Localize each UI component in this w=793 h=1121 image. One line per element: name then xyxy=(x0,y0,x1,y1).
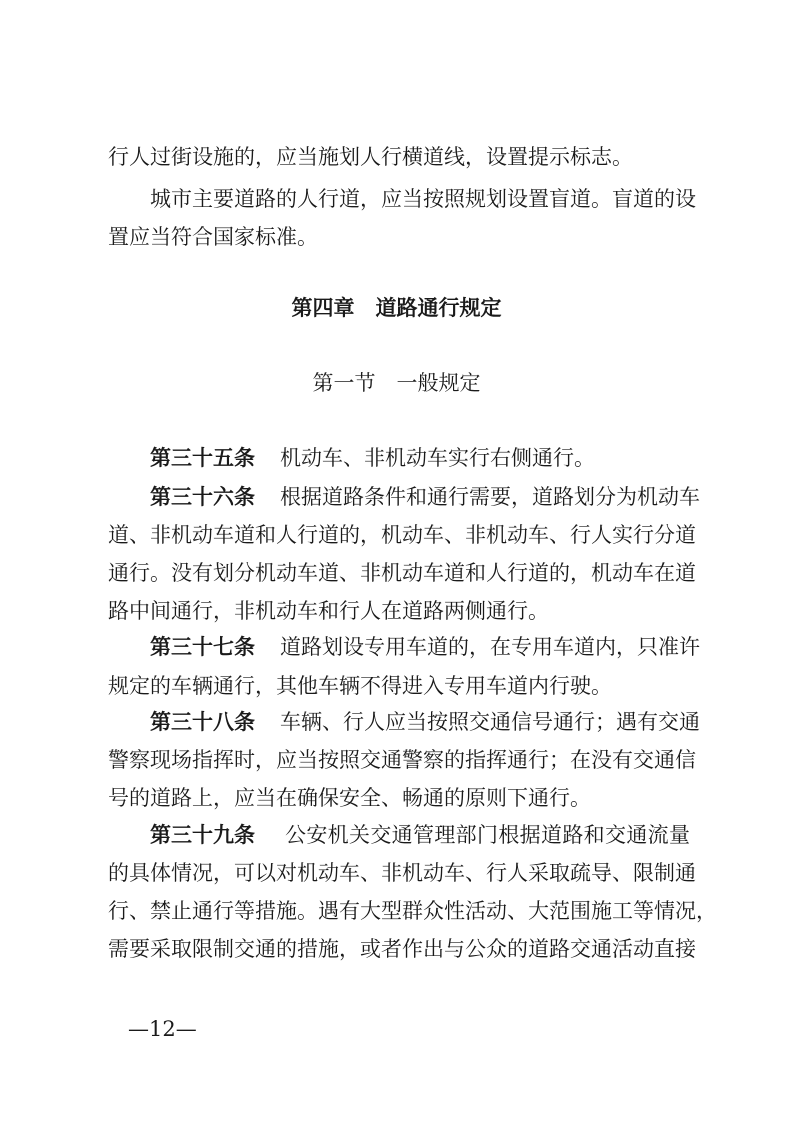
article-text: 车辆、行人应当按照交通信号通行；遇有交通 xyxy=(280,710,700,734)
article-text: 号的道路上，应当在确保安全、畅通的原则下通行。 xyxy=(108,786,591,810)
article-text: 警察现场指挥时，应当按照交通警察的指挥通行；在没有交通信 xyxy=(108,748,696,772)
article-text: 道、非机动车道和人行道的，机动车、非机动车、行人实行分道 xyxy=(108,523,696,547)
article-text: 根据道路条件和通行需要，道路划分为机动车 xyxy=(280,485,700,509)
article-label: 第三十八条 xyxy=(150,710,255,734)
article-text: 道路划设专用车道的，在专用车道内，只准许 xyxy=(280,635,700,659)
article-text: 规定的车辆通行，其他车辆不得进入专用车道内行驶。 xyxy=(108,674,612,698)
article-line xyxy=(0,558,793,588)
paragraph-text: 城市主要道路的人行道，应当按照规划设置盲道。盲道的设 xyxy=(150,187,696,211)
paragraph-text: 行人过街设施的，应当施划人行横道线，设置提示标志。 xyxy=(108,145,633,169)
article-line xyxy=(0,783,793,813)
article-line xyxy=(0,520,793,550)
paragraph-line xyxy=(0,184,793,214)
section-title: 第一节 一般规定 xyxy=(312,371,481,395)
article-line xyxy=(0,596,793,626)
article-text: 行、禁止通行等措施。遇有大型群众性活动、大范围施工等情况， xyxy=(108,899,717,923)
article-line xyxy=(0,671,793,701)
article-label: 第三十六条 xyxy=(150,485,255,509)
article-line xyxy=(0,482,793,512)
article-line xyxy=(0,707,793,737)
article-label: 第三十九条 xyxy=(150,823,255,847)
chapter-title: 第四章 道路通行规定 xyxy=(291,296,502,320)
article-text: 公安机关交通管理部门根据道路和交通流量 xyxy=(285,823,690,847)
article-line xyxy=(0,934,793,964)
paragraph-text: 置应当符合国家标准。 xyxy=(108,225,318,249)
article-line xyxy=(0,858,793,888)
paragraph-line xyxy=(0,142,793,172)
article-line xyxy=(0,632,793,662)
article-text: 路中间通行，非机动车和行人在道路两侧通行。 xyxy=(108,599,549,623)
article-text: 机动车、非机动车实行右侧通行。 xyxy=(280,446,595,470)
article-line xyxy=(0,443,793,473)
article-line xyxy=(0,820,793,850)
article-text: 的具体情况，可以对机动车、非机动车、行人采取疏导、限制通 xyxy=(108,861,696,885)
article-text: 需要采取限制交通的措施，或者作出与公众的道路交通活动直接 xyxy=(108,937,696,961)
article-text: 通行。没有划分机动车道、非机动车道和人行道的，机动车在道 xyxy=(108,561,696,585)
page-number: —12— xyxy=(128,1017,197,1041)
paragraph-line xyxy=(0,222,793,252)
article-label: 第三十五条 xyxy=(150,446,255,470)
article-label: 第三十七条 xyxy=(150,635,255,659)
article-line xyxy=(0,896,793,926)
article-line xyxy=(0,745,793,775)
